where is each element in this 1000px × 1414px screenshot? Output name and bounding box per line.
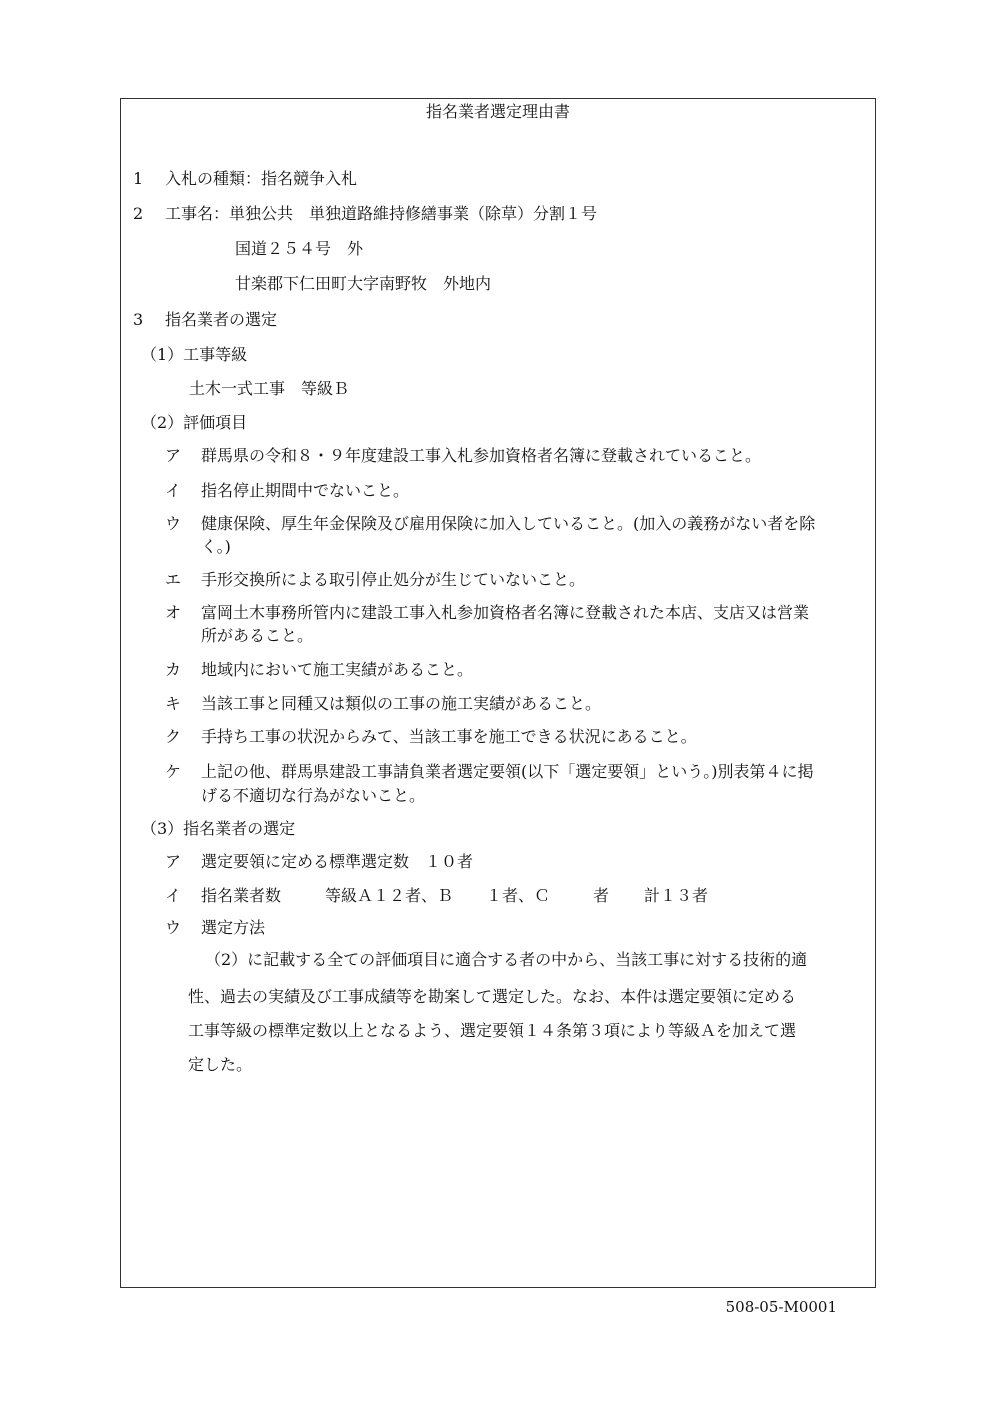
document-code: 508-05-M0001 xyxy=(725,1298,837,1316)
subsection-3-heading: （3）指名業者の選定 xyxy=(141,819,296,838)
section-2-number: 2 xyxy=(133,204,144,223)
total-count: 計１３者 xyxy=(644,886,709,905)
grade-a-count: 等級Ａ１２者、Ｂ xyxy=(325,886,454,905)
criteria-text-continued: く。) xyxy=(201,537,231,556)
section-1-text: 入札の種類：指名競争入札 xyxy=(165,169,358,188)
criteria-mark: ク xyxy=(165,727,182,746)
section-3-text: 指名業者の選定 xyxy=(165,310,278,329)
criteria-mark: ケ xyxy=(165,762,182,781)
subsection-2-heading: （2）評価項目 xyxy=(141,413,248,432)
standard-selection-count: 選定要領に定める標準選定数 １０者 xyxy=(201,852,474,871)
criteria-text: 指名停止期間中でないこと。 xyxy=(201,481,410,500)
grade-b-count: １者、Ｃ xyxy=(486,886,551,905)
subsection-1-body: 土木一式工事 等級Ｂ xyxy=(189,379,350,398)
criteria-text: 当該工事と同種又は類似の工事の施工実績があること。 xyxy=(201,694,602,713)
criteria-text: 地域内において施工実績があること。 xyxy=(201,660,474,679)
selection-method-paragraph: 定した。 xyxy=(188,1055,253,1074)
selection-mark: ア xyxy=(165,852,182,871)
criteria-mark: ア xyxy=(165,446,182,465)
selection-method-paragraph: 工事等級の標準定数以上となるよう、選定要領１４条第３項により等級Ａを加えて選 xyxy=(188,1021,797,1040)
criteria-mark: キ xyxy=(165,694,182,713)
criteria-mark: カ xyxy=(165,660,182,679)
criteria-text: 手持ち工事の状況からみて、当該工事を施工できる状況にあること。 xyxy=(201,727,697,746)
section-3-number: 3 xyxy=(133,310,144,329)
selection-method-paragraph: 性、過去の実績及び工事成績等を勘案して選定した。なお、本件は選定要領に定める xyxy=(188,987,797,1006)
selection-method-paragraph: （2）に記載する全ての評価項目に適合する者の中から、当該工事に対する技術的適 xyxy=(205,950,808,969)
criteria-text-continued: げる不適切な行為がないこと。 xyxy=(201,786,426,805)
section-1-number: 1 xyxy=(133,169,144,188)
document-title: 指名業者選定理由書 xyxy=(425,102,570,121)
section-2-location-line: 甘楽郡下仁田町大字南野牧 外地内 xyxy=(235,274,492,293)
criteria-mark: エ xyxy=(165,570,182,589)
criteria-text: 健康保険、厚生年金保険及び雇用保険に加入していること。(加入の義務がない者を除 xyxy=(201,514,816,533)
criteria-text-continued: 所があること。 xyxy=(201,626,314,645)
section-2-text: 工事名：単独公共 単独道路維持修繕事業（除草）分割１号 xyxy=(165,204,598,223)
criteria-text: 上記の他、群馬県建設工事請負業者選定要領(以下「選定要領」という。)別表第４に掲 xyxy=(201,762,814,781)
selection-method-heading: 選定方法 xyxy=(201,918,266,937)
criteria-mark: オ xyxy=(165,603,182,622)
section-2-location-line: 国道２５４号 外 xyxy=(235,239,364,258)
criteria-mark: イ xyxy=(165,481,182,500)
designated-count-label: 指名業者数 xyxy=(201,886,282,905)
selection-mark: イ xyxy=(165,886,182,905)
subsection-1-heading: （1）工事等級 xyxy=(141,345,248,364)
criteria-mark: ウ xyxy=(165,514,182,533)
criteria-text: 群馬県の令和８・９年度建設工事入札参加資格者名簿に登載されていること。 xyxy=(201,446,762,465)
document-frame xyxy=(120,98,876,1288)
criteria-text: 手形交換所による取引停止処分が生じていないこと。 xyxy=(201,570,586,589)
grade-c-count: 者 xyxy=(593,886,610,905)
criteria-text: 富岡土木事務所管内に建設工事入札参加資格者名簿に登載された本店、支店又は営業 xyxy=(201,603,810,622)
selection-mark: ウ xyxy=(165,918,182,937)
